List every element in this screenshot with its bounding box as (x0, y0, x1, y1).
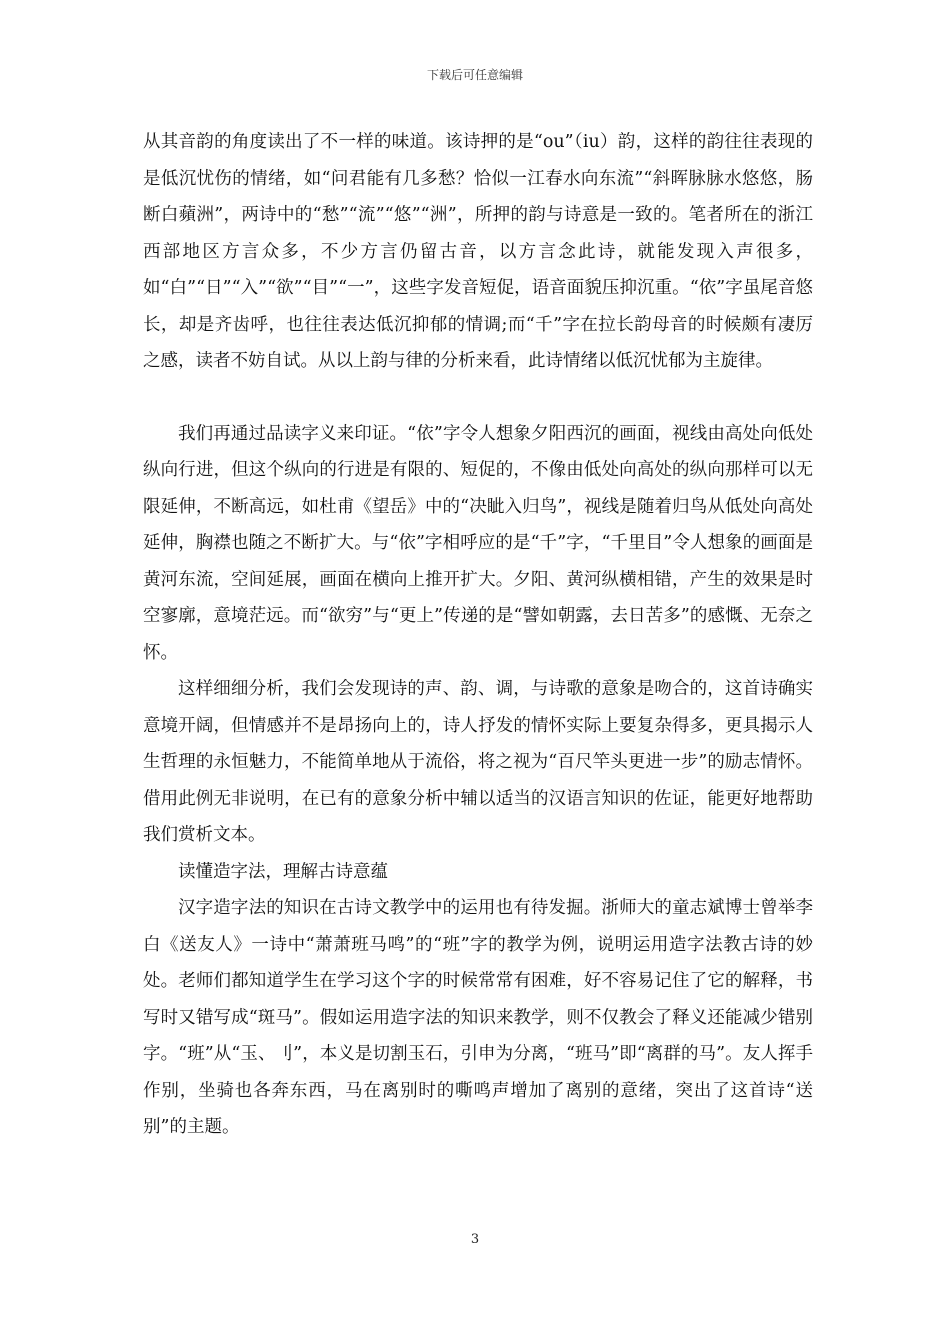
page-header: 下载后可任意编辑 (426, 68, 523, 82)
paragraph-character-formation: 汉字造字法的知识在古诗文教学中的运用也有待发掘。浙师大的童志斌博士曾举李白《送友人》一诗中“萧萧班马鸣”的“班”字的教学为例，说明运用造字法教古诗的妙处。老师们都知道学生在学习这个字的时候常常有困难，好不容易记住了它的解释，书写时又错写成“斑马”。假如运用造字法的知识来教学，则不仅教会了释义还能减少错别字。“班”从“玉、刂”，本义是切割玉石，引申为分离，“班马”即“离群的马”。友人挥手作别，坐骑也各奔东西，马在离别时的嘶鸣声增加了离别的意绪，突出了这首诗“送别”的主题。 (143, 898, 813, 1137)
section-heading: 读懂造字法，理解古诗意蕴 (178, 861, 388, 882)
document-body (143, 124, 813, 1146)
paragraph-meaning: 我们再通过品读字义来印证。“依”字令人想象夕阳西沉的画面，视线由高处向低处纵向行进，但这个纵向的行进是有限的、短促的，不像由低处向高处的纵向那样可以无限延伸，不断高远，如杜甫《望岳》中的“决眦入归鸟”，视线是随着归鸟从低处向高处延伸，胸襟也随之不断扩大。与“依”字相呼应的是“千”字，“千里目”令人想象的画面是黄河东流，空间延展，画面在横向上推开扩大。夕阳、黄河纵横相错，产生的效果是时空寥廓，意境茫远。而“欲穷”与“更上”传递的是“譬如朝露，去日苦多”的感慨、无奈之怀。 (143, 423, 813, 663)
page-number: 3 (470, 1232, 480, 1247)
paragraph-analysis: 这样细细分析，我们会发现诗的声、韵、调，与诗歌的意象是吻合的，这首诗确实意境开阔，但情感并不是昂扬向上的，诗人抒发的情怀实际上要复杂得多，更具揭示人生哲理的永恒魅力，不能简单地从于流俗，将之视为“百尺竿头更进一步”的励志情怀。借用此例无非说明，在已有的意象分析中辅以适当的汉语言知识的佐证，能更好地帮助我们赏析文本。 (143, 679, 813, 845)
paragraph-continuation: 从其音韵的角度读出了不一样的味道。该诗押的是“ou”（iu）韵，这样的韵往往表现的是低沉忧伤的情绪，如“问君能有几多愁？恰似一江春水向东流”“斜晖脉脉水悠悠，肠断白蘋洲”，两诗中的“愁”“流”“悠”“洲”，所押的韵与诗意是一致的。笔者所在的浙江西部地区方言众多，不少方言仍留古音，以方言念此诗，就能发现入声很多，如“白”“日”“入”“欲”“目”“一”，这些字发音短促，语音面貌压抑沉重。“依”字虽尾音悠长，却是齐齿呼，也往往表达低沉抑郁的情调;而“千”字在拉长韵母音的时候颇有凄厉之感，读者不妨自试。从以上韵与律的分析来看，此诗情绪以低沉忧郁为主旋律。 (143, 132, 813, 371)
